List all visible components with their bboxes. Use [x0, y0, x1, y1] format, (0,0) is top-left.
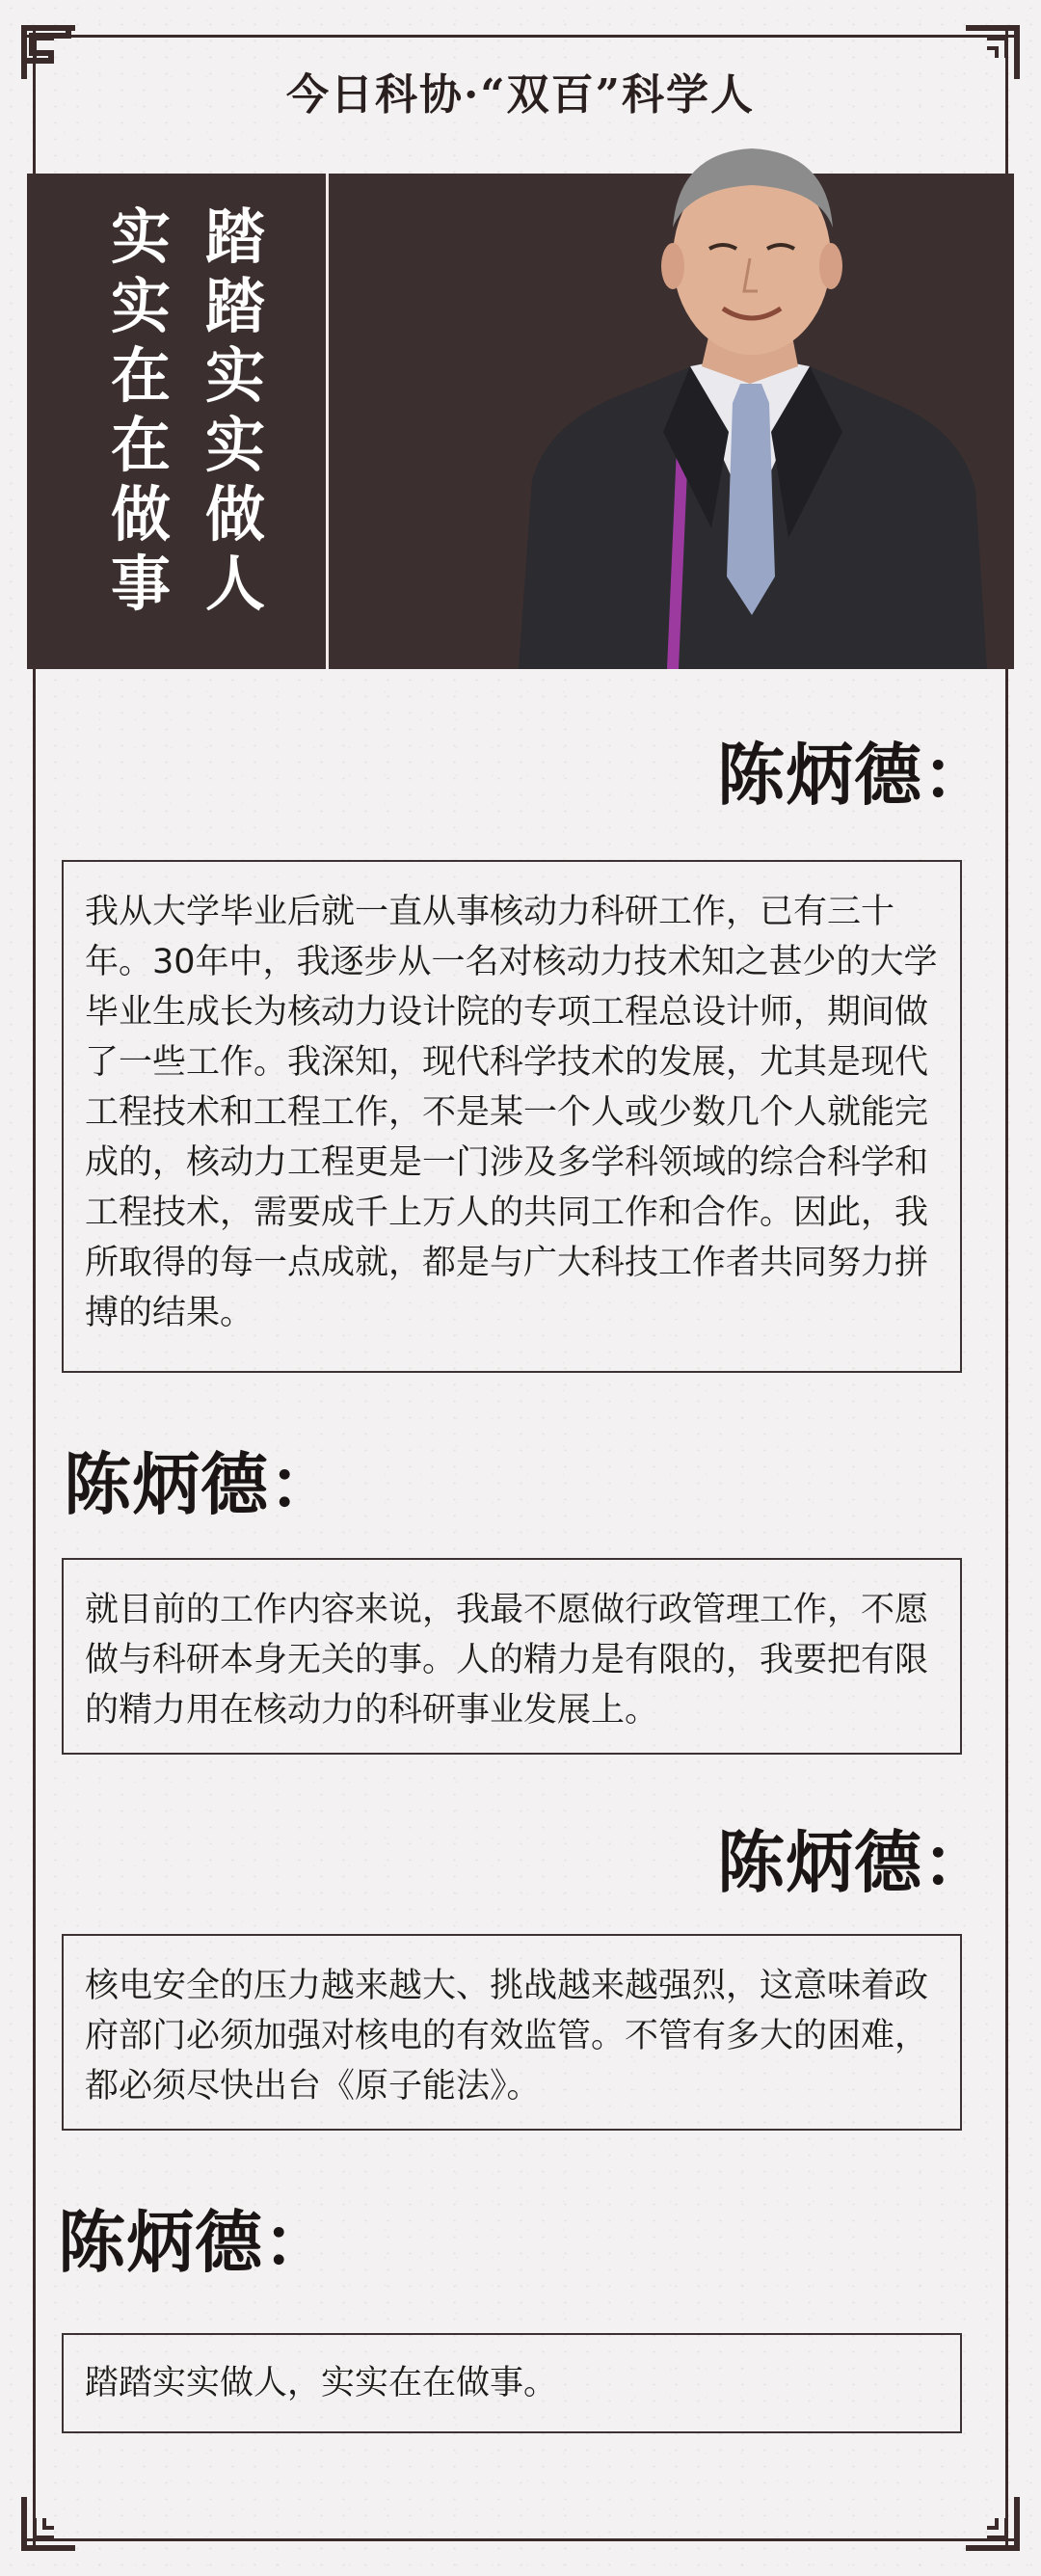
poem-column-left [104, 202, 177, 619]
quote-box: 就目前的工作内容来说，我最不愿做行政管理工作，不愿做与科研本身无关的事。人的精力是有限的，我要把有限的精力用在核动力的科研事业发展上。 [62, 1558, 962, 1755]
speaker-name: 陈炳德： [58, 2205, 332, 2280]
corner-ornament-icon [17, 2493, 79, 2555]
scientist-portrait [509, 114, 991, 669]
poem-char: 实 [204, 410, 265, 480]
poem-char: 踏 [204, 201, 265, 272]
speaker-name: 陈炳德： [717, 738, 991, 813]
quote-box: 核电安全的压力越来越大、挑战越来越强烈，这意味着政府部门必须加强对核电的有效监管。不管有多大的困难，都必须尽快出台《原子能法》。 [62, 1934, 962, 2131]
poem-char: 人 [204, 549, 265, 619]
banner-divider [326, 174, 329, 669]
quote-box: 我从大学毕业后就一直从事核动力科研工作，已有三十年。30年中，我逐步从一名对核动力技术知之甚少的大学毕业生成长为核动力设计院的专项工程总设计师，期间做了一些工作。我深知，现代科学技术的发展，尤其是现代工程技术和工程工作，不是某一个人或少数几个人就能完成的，核动力工程更是一门涉及多学科领域的综合科学和工程技术，需要成千上万人的共同工作和合作。因此，我所取得的每一点成就，都是与广大科技工作者共同努力拼搏的结果。 [62, 860, 962, 1373]
poem-char: 踏 [204, 271, 265, 341]
frame-border-top [27, 35, 1014, 38]
poem-column-right [199, 202, 272, 619]
poem-char: 做 [110, 479, 171, 550]
speaker-name: 陈炳德： [64, 1447, 337, 1522]
poem-char: 实 [110, 201, 171, 272]
poem-char: 实 [110, 271, 171, 341]
poem-char: 在 [110, 340, 171, 411]
poem-char: 事 [110, 549, 171, 619]
quote-box: 踏踏实实做人，实实在在做事。 [62, 2333, 962, 2433]
frame-border-bottom [27, 2538, 1014, 2541]
corner-ornament-icon [962, 2493, 1024, 2555]
page-title: 今日科协·“双百”科学人 [286, 70, 755, 120]
speaker-name: 陈炳德： [717, 1825, 991, 1900]
poem-char: 做 [204, 479, 265, 550]
poem-char: 实 [204, 340, 265, 411]
poem-char: 在 [110, 410, 171, 480]
